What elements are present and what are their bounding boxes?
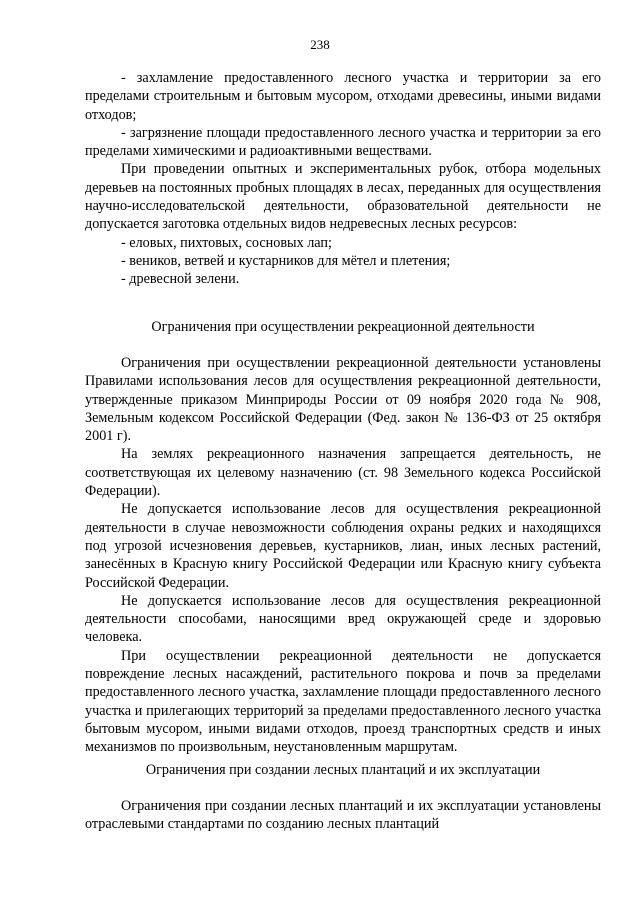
- paragraph: На землях рекреационного назначения запрещается деятельность, не соответствующая их целевому назначению (ст. 98 Земельного кодекса Российской Федерации).: [85, 446, 601, 500]
- paragraph: При проведении опытных и экспериментальных рубок, отбора модельных деревьев на постоянных пробных площадях в лесах, переданных для осуществления научно-исследовательской деятельности, образовательной деятельности не допускается заготовка отдельных видов недревесных лесных ресурсов:: [85, 161, 601, 233]
- page-number: 238: [310, 37, 330, 52]
- section-heading-plantations: Ограничения при создании лесных плантаций и их эксплуатации: [145, 762, 541, 778]
- paragraph: Ограничения при создании лесных плантаций и их эксплуатации установлены отраслевыми стандартами по созданию лесных плантаций: [85, 798, 601, 833]
- plantations-section-body: [85, 797, 601, 834]
- restrictions-list-block: [85, 69, 601, 289]
- recreation-section-body: [85, 354, 601, 757]
- list-item: - веников, ветвей и кустарников для мётел и плетения;: [121, 252, 451, 269]
- paragraph: - захламление предоставленного лесного участка и территории за его пределами строительным и бытовым мусором, отходами древесины, иными видами отходов;: [85, 70, 601, 123]
- section-heading-recreation: Ограничения при осуществлении рекреационной деятельности: [151, 319, 535, 335]
- list-item: - древесной зелени.: [121, 271, 240, 288]
- paragraph: При осуществлении рекреационной деятельности не допускается повреждение лесных насаждений, растительного покрова и почв за пределами предоставленного лесного участка, захламление площади предоставленного лесного участка и прилегающих территорий за пределами предоставленного лесного участка бытовым мусором, иными видами отходов, проезд транспортных средств и иных механизмов по произвольным, неустановленным маршрутам.: [85, 647, 601, 756]
- paragraph: Не допускается использование лесов для осуществления рекреационной деятельности в случае невозможности соблюдения охраны редких и находящихся под угрозой исчезновения деревьев, кустарников, лиан, иных лесных растений, занесённых в Красную книгу Российской Федерации или Красную книгу субъекта Российской Федерации.: [85, 501, 601, 591]
- paragraph: Ограничения при осуществлении рекреационной деятельности установлены Правилами использования лесов для осуществления рекреационной деятельности, утвержденные приказом Минприроды России от 09 ноября 2020 года № 908, Земельным кодексом Российской Федерации (Фед. закон № 136-ФЗ от 25 октября 2001 г).: [85, 355, 601, 445]
- paragraph: Не допускается использование лесов для осуществления рекреационной деятельности способами, наносящими вред окружающей среде и здоровью человека.: [85, 592, 601, 646]
- paragraph: - загрязнение площади предоставленного лесного участка и территории за его пределами химическими и радиоактивными веществами.: [85, 124, 601, 160]
- list-item: - еловых, пихтовых, сосновых лап;: [121, 234, 332, 251]
